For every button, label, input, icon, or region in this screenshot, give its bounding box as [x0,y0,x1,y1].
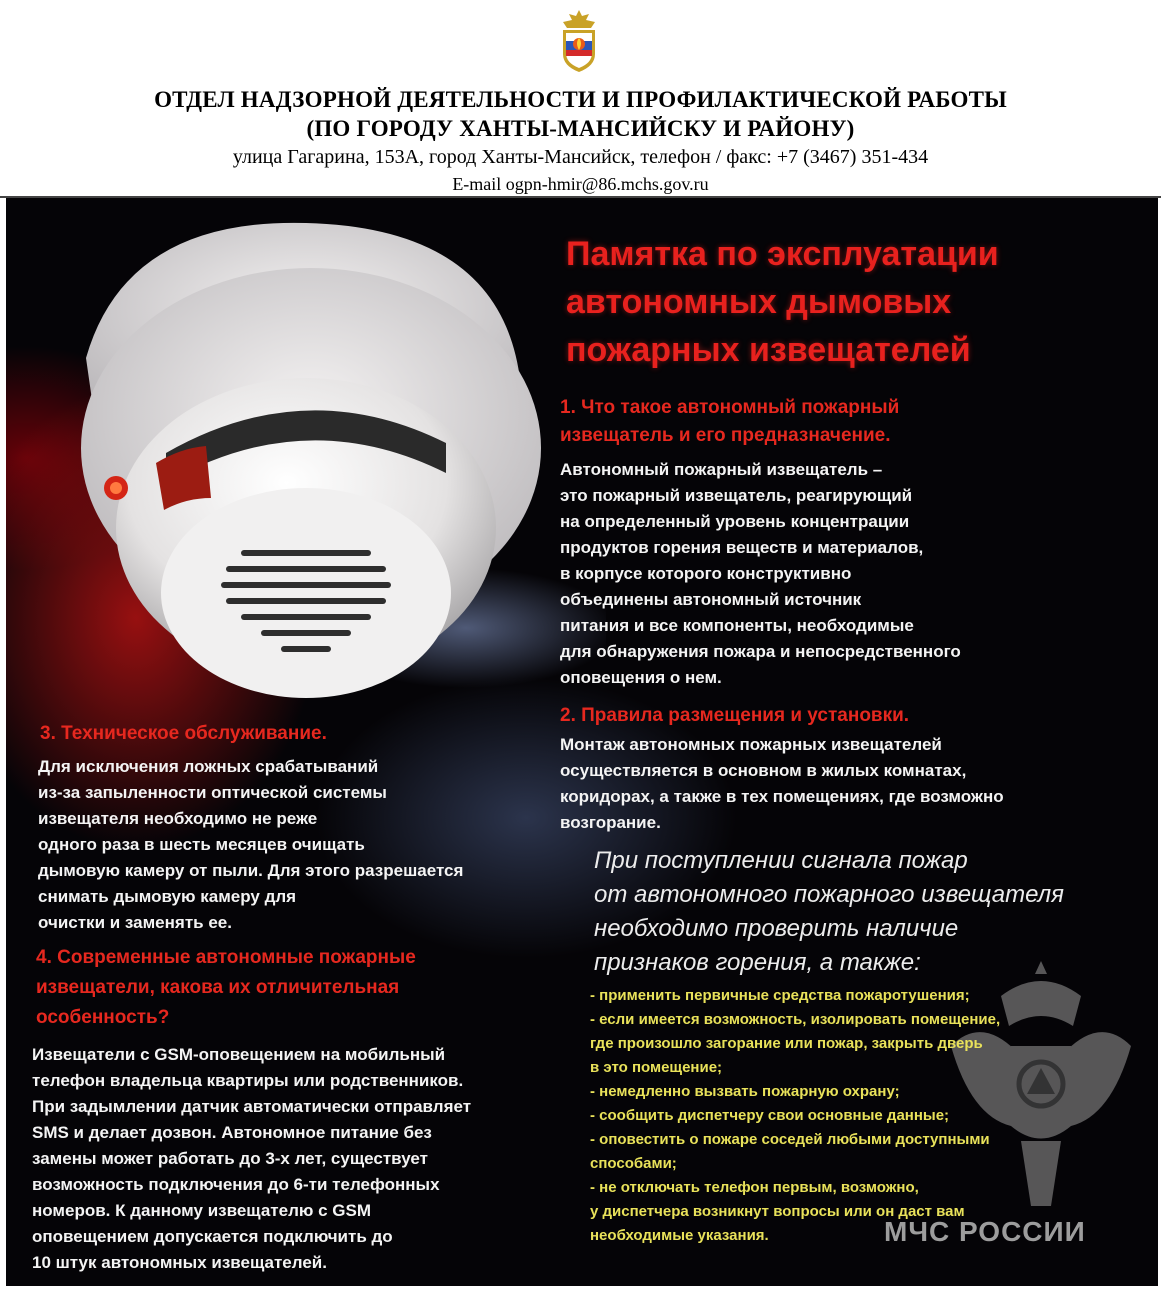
section4-body-line: Извещатели с GSM-оповещением на мобильный [32,1045,446,1064]
section4-body-line: номеров. К данному извещателю с GSM [32,1201,372,1220]
emchs-emblem-icon [555,8,603,74]
section4-heading-line3: особенность? [36,1007,170,1028]
section1-body-line: Автономный пожарный извещатель – [560,460,883,479]
section1-body-line: питания и все компоненты, необходимые [560,616,914,635]
section2-body-line: осуществляется в основном в жилых комнатах, [560,761,967,780]
signal-list-item: - оповестить о пожаре соседей любыми доступными [590,1131,990,1148]
section4-body-line: возможность подключения до 6-ти телефонных [32,1175,440,1194]
section2-body-line: Монтаж автономных пожарных извещателей [560,735,942,754]
department-title-line1: ОТДЕЛ НАДЗОРНОЙ ДЕЯТЕЛЬНОСТИ И ПРОФИЛАКТИЧЕСКОЙ РАБОТЫ [154,87,1007,112]
signal-list-item: - сообщить диспетчеру свои основные данные; [590,1107,950,1124]
section1-body-line: это пожарный извещатель, реагирующий [560,486,913,505]
section4-heading-line2: извещатели, какова их отличительная [36,977,400,998]
section1-body-line: в корпусе которого конструктивно [560,564,852,583]
section3-heading: 3. Техническое обслуживание. [40,723,327,744]
memo-title-line1: Памятка по эксплуатации [566,235,999,273]
section3-body-line: Для исключения ложных срабатываний [38,757,379,776]
section4-body-line: SMS и делает дозвон. Автономное питание без [32,1123,432,1142]
signal-intro-line: необходимо проверить наличие [594,915,959,942]
section4-body-line: оповещением допускается подключить до [32,1227,393,1246]
section4-body-line: При задымлении датчик автоматически отправляет [32,1097,472,1116]
signal-intro-line: При поступлении сигнала пожар [594,847,968,874]
signal-list-item: где произошло загорание или пожар, закрыть дверь [590,1035,983,1052]
section3-body-line: дымовую камеру от пыли. Для этого разрешается [38,861,464,880]
section2-heading: 2. Правила размещения и установки. [560,705,910,726]
email-line: E-mail ogpn-hmir@86.mchs.gov.ru [452,174,709,194]
signal-list-item: - не отключать телефон первым, возможно, [590,1179,919,1196]
section2-body-line: коридорах, а также в тех помещениях, где возможно [560,787,1004,806]
signal-list-item: необходимые указания. [590,1227,769,1244]
signal-intro-line: признаков горения, а также: [594,949,921,976]
signal-intro-line: от автономного пожарного извещателя [594,881,1064,908]
section1-heading-line1: 1. Что такое автономный пожарный [560,397,900,418]
department-title-line2: (ПО ГОРОДУ ХАНТЫ-МАНСИЙСКУ И РАЙОНУ) [306,116,855,141]
section1-body-line: продуктов горения веществ и материалов, [560,538,924,557]
section3-body-line: из-за запыленности оптической системы [38,783,387,802]
section4-heading-line1: 4. Современные автономные пожарные [36,947,416,968]
address-line: улица Гагарина, 153А, город Ханты-Мансийск, телефон / факс: +7 (3467) 351-434 [232,146,929,168]
section1-body-line: оповещения о нем. [560,668,722,687]
signal-list-item: в это помещение; [590,1059,723,1076]
section4-body-line: телефон владельца квартиры или родственников. [32,1071,464,1090]
memo-title-line3: пожарных извещателей [566,331,971,369]
section1-body-line: объединены автономный источник [560,590,862,609]
section3-body-line: очистки и заменять ее. [38,913,232,932]
signal-list-item: - если имеется возможность, изолировать помещение, [590,1011,1001,1028]
section1-heading-line2: извещатель и его предназначение. [560,425,891,446]
section3-body-line: снимать дымовую камеру для [38,887,297,906]
signal-list-item: - немедленно вызвать пожарную охрану; [590,1083,900,1100]
signal-list-item: у диспетчера возникнут вопросы или он даст вам [590,1203,965,1220]
signal-list-item: - применить первичные средства пожаротушения; [590,987,970,1004]
letterhead [0,0,1161,198]
mchs-watermark-text: МЧС РОССИИ [884,1216,1086,1247]
section1-body-line: на определенный уровень концентрации [560,512,910,531]
smoke-detector-image [6,198,606,718]
section2-body-line: возгорание. [560,813,661,832]
section3-body-line: одного раза в шесть месяцев очищать [38,835,365,854]
memo-poster [6,198,1158,1286]
section4-body-line: замены может работать до 3-х лет, существует [32,1149,428,1168]
memo-title-line2: автономных дымовых [566,283,952,321]
mchs-watermark-emblem-icon [941,956,1141,1216]
section4-body-line: 10 штук автономных извещателей. [32,1253,327,1272]
signal-list-item: способами; [590,1155,677,1172]
section3-body-line: извещателя необходимо не реже [38,809,318,828]
section1-body-line: для обнаружения пожара и непосредственного [560,642,961,661]
